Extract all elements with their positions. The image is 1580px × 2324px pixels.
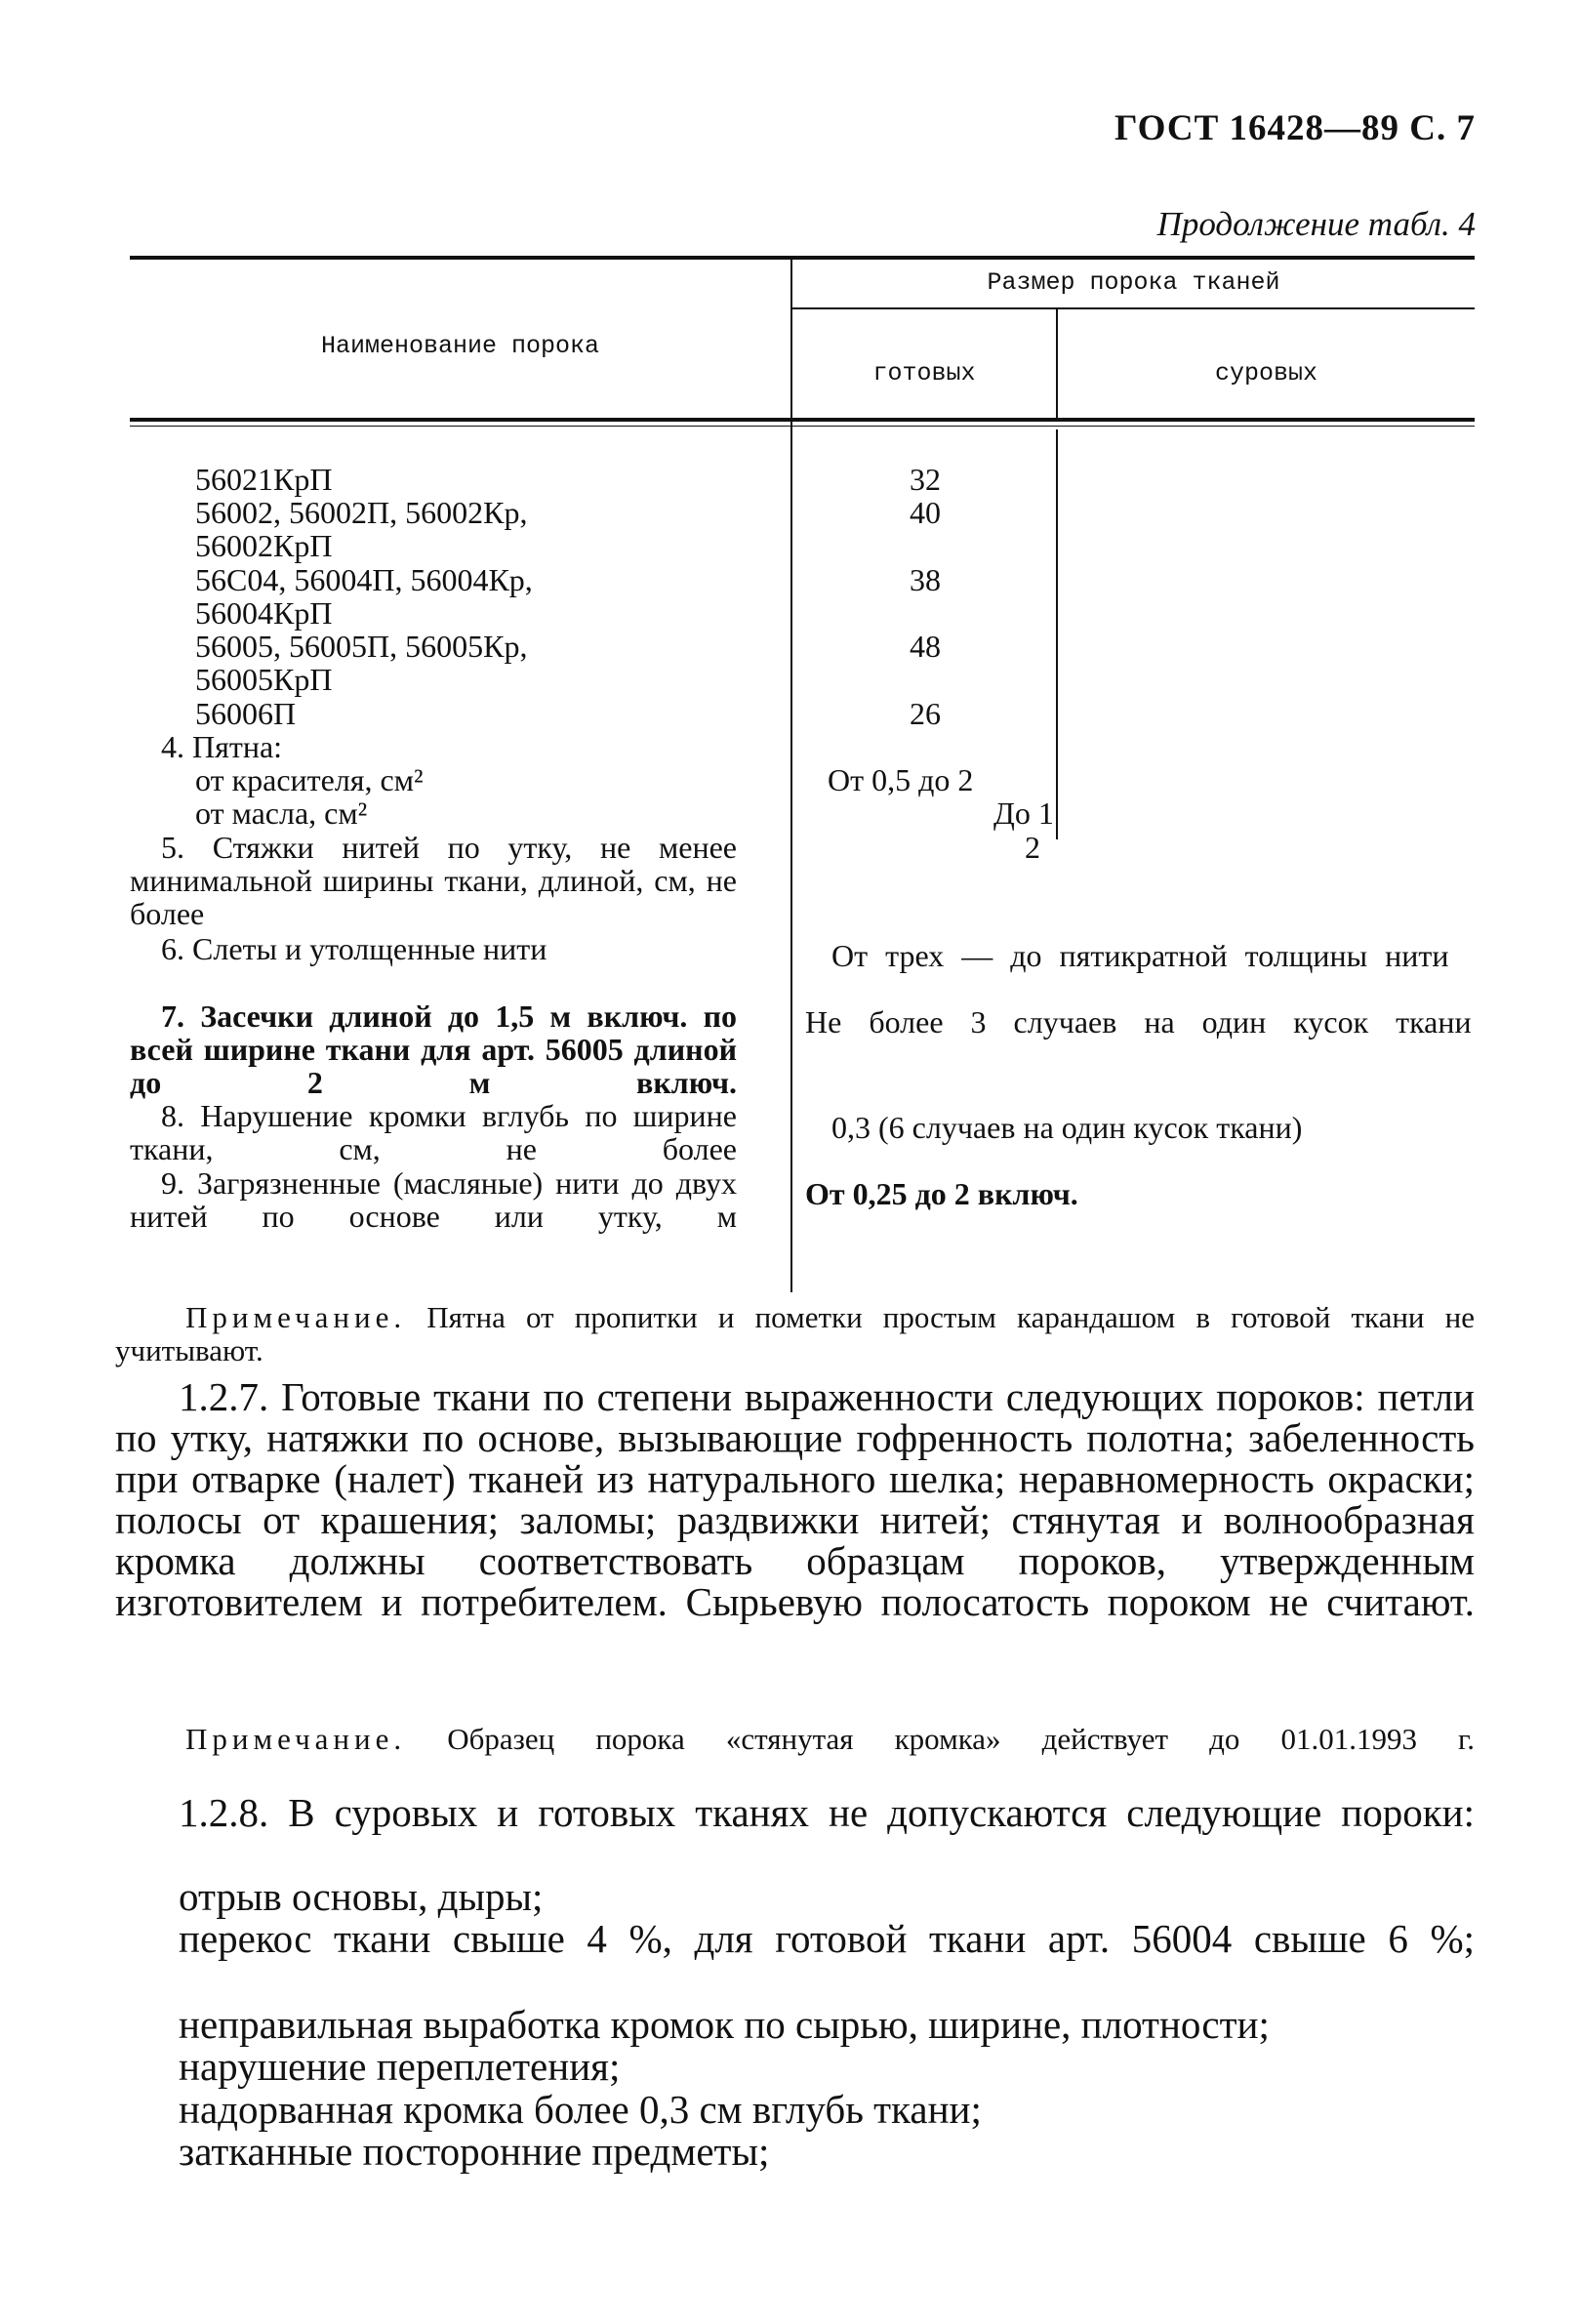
list-item: отрыв основы, дыры; [179, 1874, 544, 1919]
table-row-name: 8. Нарушение кромки вглубь по ширине ткани, см, не более [130, 1098, 737, 1166]
paragraph-1-2-8: 1.2.8. В суровых и готовых тканях не допускаются следующие пороки: [179, 1790, 1475, 1835]
table-row-name: 56002КрП [195, 528, 333, 563]
table-continuation-label: Продолжение табл. 4 [1156, 205, 1476, 243]
table-cell-finished: 0,3 (6 случаев на один кусок ткани) [831, 1110, 1303, 1145]
table-cell-finished: 32 [910, 462, 941, 497]
table-row-name: 4. Пятна: [161, 729, 283, 764]
column-header-defect-size: Размер порока тканей [987, 268, 1280, 297]
table-row-name: 56005, 56005П, 56005Кр, [195, 629, 528, 664]
table-top-rule [130, 256, 1475, 260]
table-cell-finished: 38 [910, 562, 941, 597]
size-group-rule [792, 307, 1475, 309]
note-text: Пятна от пропитки и пометки простым карандашом в готовой ткани не учитывают. [115, 1300, 1476, 1367]
table-row-name: от красителя, см² [195, 762, 424, 797]
table-row-name: 9. Загрязненные (масляные) нити до двух нитей по основе или утку, м [130, 1165, 737, 1234]
column-header-finished: готовых [872, 359, 976, 387]
table-row-name: 56021КрП [195, 462, 333, 497]
table-row-name: 56С04, 56004П, 56004Кр, [195, 562, 533, 597]
table-row-name: 56005КрП [195, 662, 333, 697]
table-cell-finished: От трех — до пятикратной толщины нити [831, 938, 1449, 973]
table-cell-finished: До 1 [993, 795, 1054, 831]
table-row-name: 56002, 56002П, 56002Кр, [195, 495, 528, 530]
table-row-name: 6. Слеты и утолщенные нити [161, 931, 547, 966]
column-divider-name [790, 258, 792, 1292]
table-header-bottom-rule [130, 418, 1475, 422]
table-header-bottom-rule-thin [130, 426, 1475, 427]
page-reference: ГОСТ 16428—89 С. 7 [1114, 108, 1476, 148]
column-header-raw: суровых [1214, 359, 1318, 387]
sample-note [115, 1723, 1475, 1756]
note-label: Примечание. [185, 1300, 407, 1334]
table-row-name: 56006П [195, 696, 297, 731]
column-divider-finished-body [1056, 429, 1058, 839]
list-item: надорванная кромка более 0,3 см вглубь ткани; [179, 2087, 982, 2132]
table-row-name: 5. Стяжки нитей по утку, не менее минимальной ширины ткани, длиной, см, не более [130, 830, 737, 931]
table-row-name: от масла, см² [195, 795, 368, 831]
table-note [115, 1301, 1475, 1367]
table-row-name: 7. Засечки длиной до 1,5 м включ. по всей ширине ткани для арт. 56005 длиной до 2 м включ. [130, 999, 737, 1100]
table-cell-finished: От 0,5 до 2 [828, 762, 974, 797]
table-cell-finished: От 0,25 до 2 включ. [805, 1176, 1078, 1211]
note-text: Образец порока «стянутая кромка» действует до 01.01.1993 г. [447, 1722, 1476, 1756]
list-item: перекос ткани свыше 4 %, для готовой ткани арт. 56004 свыше 6 %; [179, 1916, 1475, 1961]
table-row-name: 56004КрП [195, 595, 333, 631]
list-item: неправильная выработка кромок по сырью, ширине, плотности; [179, 2002, 1270, 2047]
list-item: нарушение переплетения; [179, 2044, 621, 2089]
table-cell-finished: 40 [910, 495, 941, 530]
column-header-defect-name: Наименование порока [320, 332, 600, 360]
table-cell-finished: 26 [910, 696, 941, 731]
list-item: затканные посторонние предметы; [179, 2129, 770, 2174]
note-label: Примечание. [185, 1722, 407, 1756]
paragraph-1-2-7: 1.2.7. Готовые ткани по степени выраженности следующих пороков: петли по утку, натяжки по основе, вызывающие гофренность полотна; забеленность при отварке (налет) тканей из натурального шелка; неравномерность окраски; полосы от крашения; заломы; раздвижки нитей; стянутая и волнообразная кромка должны соответствовать образцам пороков, утвержденным изготовителем и потребителем. Сырьевую полосатость пороком не считают. [115, 1374, 1475, 1624]
table-cell-finished: 48 [910, 629, 941, 664]
table-cell-finished: Не более 3 случаев на один кусок ткани [805, 1004, 1472, 1040]
table-cell-finished: 2 [1025, 830, 1040, 865]
